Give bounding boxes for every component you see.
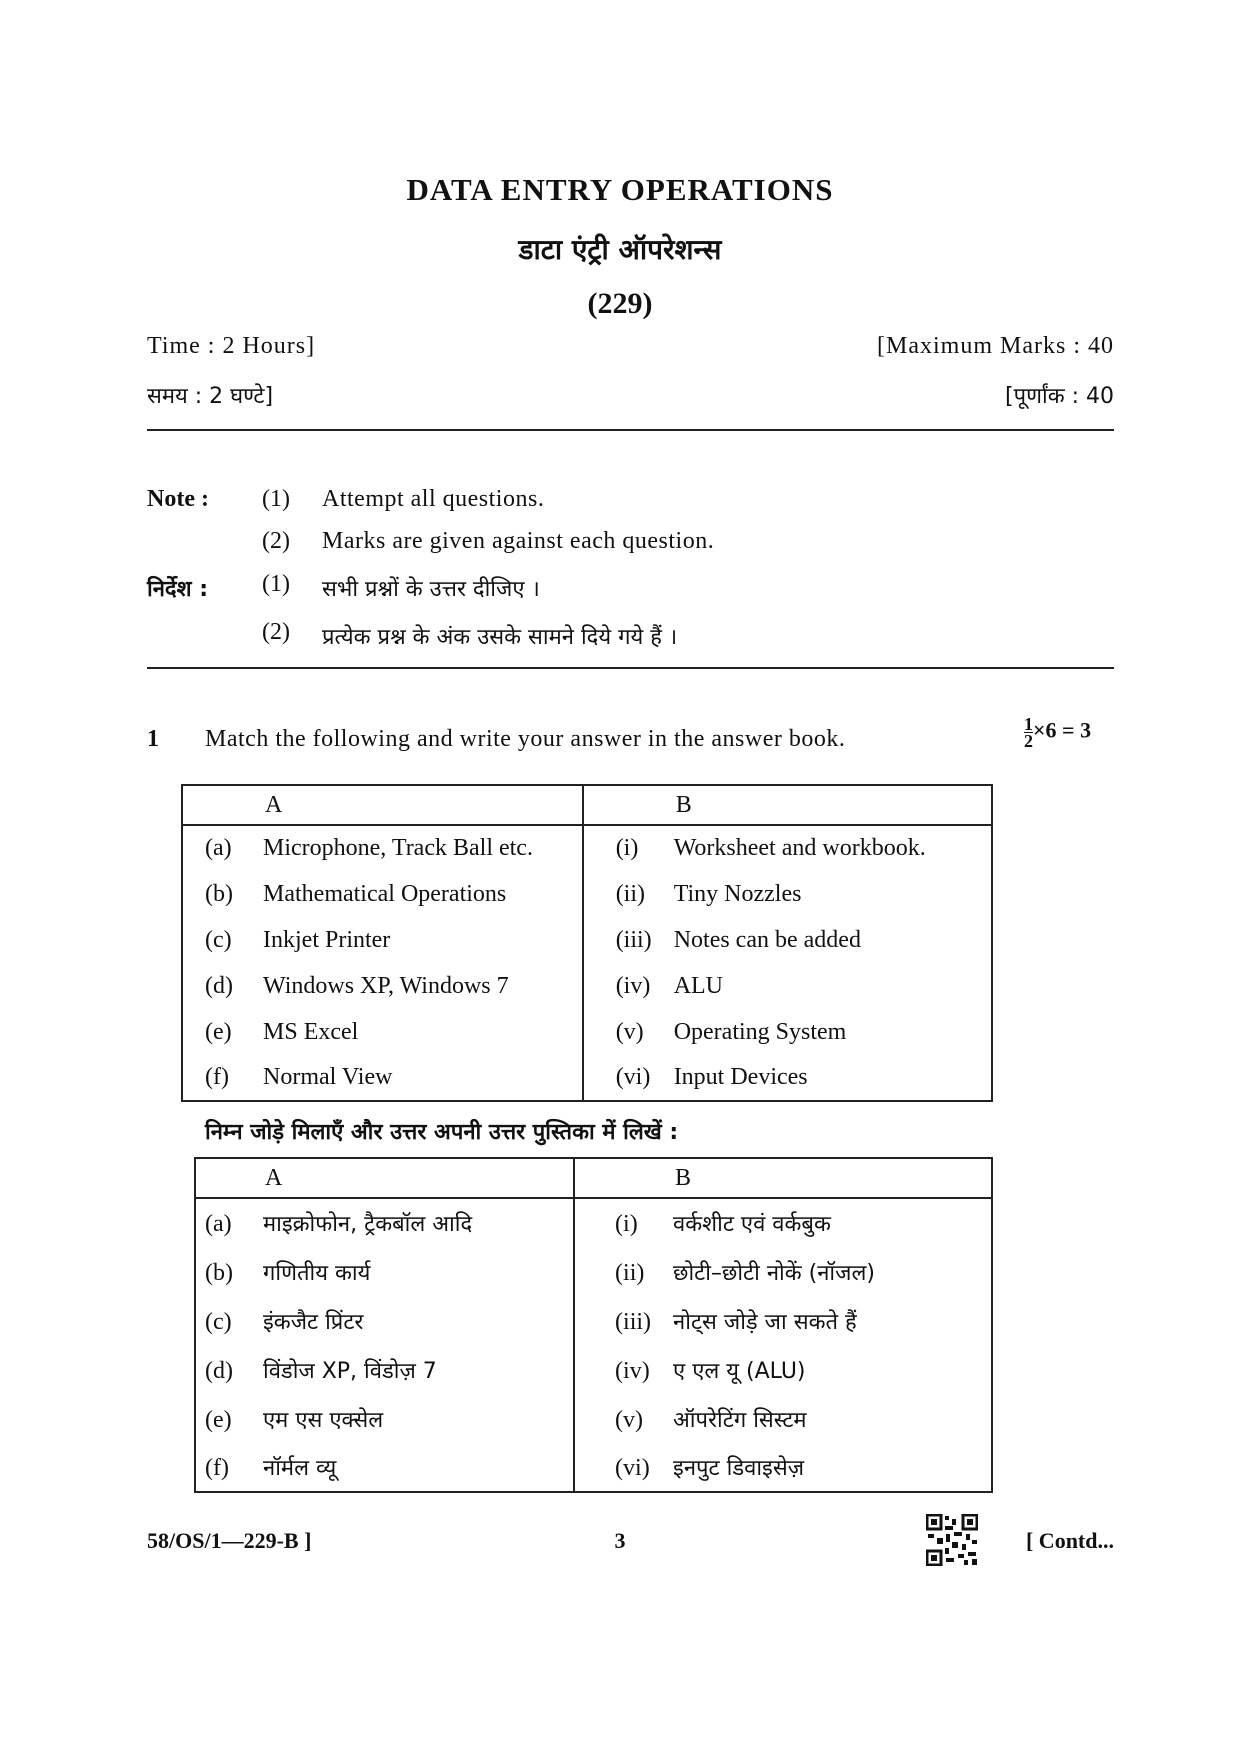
column-b-value: छोटी–छोटी नोकें (नॉजल) — [673, 1260, 875, 1286]
marks-numerator: 1 — [1024, 714, 1033, 734]
column-a-value: Windows XP, Windows 7 — [263, 972, 509, 999]
row-label: (a) — [205, 1211, 232, 1237]
table-row — [182, 871, 992, 917]
question-marks — [1024, 716, 1091, 749]
row-label: (vi) — [615, 1064, 651, 1090]
note-item-text: Marks are given against each question. — [322, 528, 715, 554]
row-label: (i) — [615, 835, 639, 861]
row-label: (ii) — [615, 880, 646, 907]
paper-title: DATA ENTRY OPERATIONS — [406, 172, 834, 207]
row-label: (vi) — [615, 1455, 650, 1481]
row-label: (iii) — [615, 926, 652, 953]
row-label: (e) — [205, 1018, 232, 1045]
instruction-hindi: निम्न जोड़े मिलाएँ और उत्तर अपनी उत्तर पुस्तिका में लिखें : — [205, 1120, 679, 1145]
row-label: (v) — [615, 1018, 644, 1045]
row-label: (d) — [205, 972, 233, 999]
column-header-b: B — [583, 785, 992, 825]
table-row — [195, 1247, 992, 1296]
table-row — [195, 1345, 992, 1394]
table-row — [195, 1296, 992, 1345]
qr-code-icon — [926, 1514, 978, 1566]
column-b-value: Input Devices — [673, 1064, 808, 1090]
column-a-value: MS Excel — [263, 1018, 359, 1045]
note-item-num: (2) — [262, 528, 290, 554]
column-a-value: Mathematical Operations — [263, 880, 507, 907]
paper-title-hindi: डाटा एंट्री ऑपरेशन्स — [518, 233, 722, 266]
table-row — [182, 1055, 992, 1101]
time-label: Time : 2 Hours] — [147, 333, 316, 359]
table-row — [182, 917, 992, 963]
row-label: (b) — [205, 1259, 233, 1286]
column-header-a: A — [182, 785, 583, 825]
row-label: (b) — [205, 880, 233, 907]
question-number: 1 — [147, 726, 159, 752]
row-label: (c) — [205, 926, 232, 953]
notes-divider — [147, 667, 1114, 669]
column-header-a: A — [195, 1158, 574, 1198]
column-b-value: Operating System — [673, 1018, 847, 1045]
column-header-b: B — [574, 1158, 992, 1198]
row-label: (v) — [615, 1406, 644, 1433]
max-marks-label: [Maximum Marks : 40 — [877, 333, 1114, 359]
column-a-value: नॉर्मल व्यू — [263, 1456, 337, 1481]
note-item-num: (2) — [262, 619, 290, 645]
column-b-value: Worksheet and workbook. — [673, 835, 926, 861]
column-b-value: Notes can be added — [673, 926, 861, 953]
question-text: Match the following and write your answer in the answer book. — [205, 726, 846, 752]
column-a-value: एम एस एक्सेल — [263, 1407, 384, 1433]
note-item-text: Attempt all questions. — [322, 486, 545, 512]
column-b-value: Tiny Nozzles — [673, 880, 802, 907]
column-a-value: विंडोज XP, विंडोज़ 7 — [263, 1358, 437, 1384]
continued-label: [ Contd... — [1025, 1528, 1114, 1553]
note-item-num: (1) — [262, 486, 290, 512]
note-item-text-hindi: प्रत्येक प्रश्न के अंक उसके सामने दिये गये हैं । — [322, 625, 678, 650]
column-a-value: Normal View — [263, 1064, 393, 1090]
row-label: (f) — [205, 1064, 229, 1090]
table-row — [195, 1394, 992, 1443]
subject-code: (229) — [587, 287, 653, 320]
column-b-value: ALU — [673, 972, 724, 999]
row-label: (i) — [615, 1211, 638, 1237]
table-row — [195, 1443, 992, 1492]
page-number: 3 — [614, 1528, 626, 1553]
marks-denominator: 2 — [1024, 731, 1033, 751]
row-label: (d) — [205, 1357, 233, 1384]
column-a-value: Inkjet Printer — [263, 926, 391, 953]
column-a-value: माइक्रोफोन, ट्रैकबॉल आदि — [263, 1212, 473, 1237]
column-b-value: इनपुट डिवाइसेज़ — [673, 1456, 805, 1481]
note-label-hindi: निर्देश : — [147, 577, 209, 602]
column-a-value: Microphone, Track Ball etc. — [263, 835, 533, 861]
column-b-value: ऑपरेटिंग सिस्टम — [673, 1407, 807, 1433]
note-label: Note : — [147, 486, 209, 512]
row-label: (a) — [205, 835, 232, 861]
table-row — [195, 1198, 992, 1247]
note-item-num: (1) — [262, 571, 290, 597]
column-a-value: गणितीय कार्य — [263, 1260, 371, 1286]
row-label: (iv) — [615, 972, 651, 999]
time-label-hindi: समय : 2 घण्टे] — [147, 384, 274, 409]
row-label: (f) — [205, 1455, 229, 1481]
row-label: (iv) — [615, 1357, 650, 1384]
marks-rest: ×6 = 3 — [1033, 717, 1092, 743]
row-label: (iii) — [615, 1308, 652, 1335]
max-marks-label-hindi: [पूर्णांक : 40 — [1005, 384, 1114, 409]
table-row — [182, 1009, 992, 1055]
table-row — [182, 825, 992, 871]
match-table-hindi — [194, 1157, 993, 1493]
table-row — [182, 963, 992, 1009]
top-divider — [147, 429, 1114, 431]
match-table-english — [181, 784, 993, 1102]
column-b-value: वर्कशीट एवं वर्कबुक — [673, 1212, 831, 1237]
row-label: (e) — [205, 1406, 232, 1433]
column-b-value: ए एल यू (ALU) — [673, 1358, 806, 1384]
column-b-value: नोट्स जोड़े जा सकते हैं — [673, 1309, 857, 1335]
paper-code-footer: 58/OS/1—229-B ] — [147, 1528, 312, 1553]
column-a-value: इंकजैट प्रिंटर — [263, 1309, 364, 1335]
note-item-text-hindi: सभी प्रश्नों के उत्तर दीजिए । — [322, 577, 540, 602]
row-label: (ii) — [615, 1259, 645, 1286]
row-label: (c) — [205, 1308, 232, 1335]
